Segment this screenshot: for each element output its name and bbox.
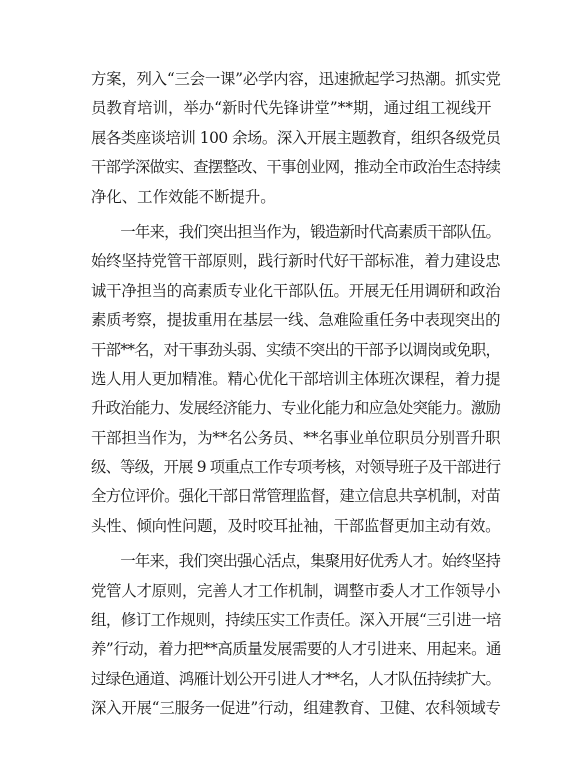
text-line: 展各类座谈培训 100 余场。深入开展主题教育，组织各级党员: [91, 128, 501, 147]
text-line: 诚干净担当的高素质专业化干部队伍。开展无任用调研和政治: [91, 281, 501, 300]
text-line: 全方位评价。强化干部日常管理监督，建立信息共享机制，对苗: [91, 487, 501, 506]
paragraph-2: [91, 218, 501, 541]
text-line: 一年来，我们突出强心活点，集聚用好优秀人才。始终坚持: [91, 552, 501, 571]
text-line: 一年来，我们突出担当作为，锻造新时代高素质干部队伍。: [91, 222, 501, 241]
paragraph-3: [91, 547, 501, 723]
text-line: 始终坚持党管干部原则，践行新时代好干部标准，着力建设忠: [91, 252, 501, 271]
text-line: 干部**名，对干事劲头弱、实绩不突出的干部予以调岗或免职，: [91, 340, 501, 359]
text-line: 方案，列入“三会一课”必学内容，迅速掀起学习热潮。抓实党: [91, 70, 501, 88]
text-line: 深入开展“三服务一促进”行动，组建教育、卫健、农科领域专: [91, 699, 501, 718]
text-line: 养”行动，着力把**高质量发展需要的人才引进来、用起来。通: [91, 640, 501, 659]
text-line: 干部学深做实、查摆整改、干事创业网，推动全市政治生态持续: [91, 158, 501, 177]
text-line: 员教育培训，举办“新时代先锋讲堂”**期，通过组工视线开: [91, 99, 492, 118]
text-line: 过绿色通道、鸿雁计划公开引进人才**名，人才队伍持续扩大。: [91, 669, 501, 688]
text-line: 头性、倾向性问题，及时咬耳扯袖，干部监督更加主动有效。: [91, 516, 501, 535]
text-line: 组，修订工作规则，持续压实工作责任。深入开展“三引进一培: [91, 611, 501, 630]
text-line: 党管人才原则，完善人才工作机制，调整市委人才工作领导小: [91, 581, 501, 600]
text-line: 级、等级，开展 9 项重点工作专项考核，对领导班子及干部进行: [91, 458, 501, 477]
text-line: 净化、工作效能不断提升。: [91, 187, 276, 206]
document-body: [91, 65, 501, 724]
text-line: 干部担当作为，为**名公务员、**名事业单位职员分别晋升职: [91, 428, 501, 447]
paragraph-1: [91, 65, 501, 212]
text-line: 素质考察，提拔重用在基层一线、急难险重任务中表现突出的: [91, 311, 501, 330]
text-line: 升政治能力、发展经济能力、专业化能力和应急处突能力。激励: [91, 399, 501, 418]
text-line: 选人用人更加精准。精心优化干部培训主体班次课程，着力提: [91, 369, 501, 388]
